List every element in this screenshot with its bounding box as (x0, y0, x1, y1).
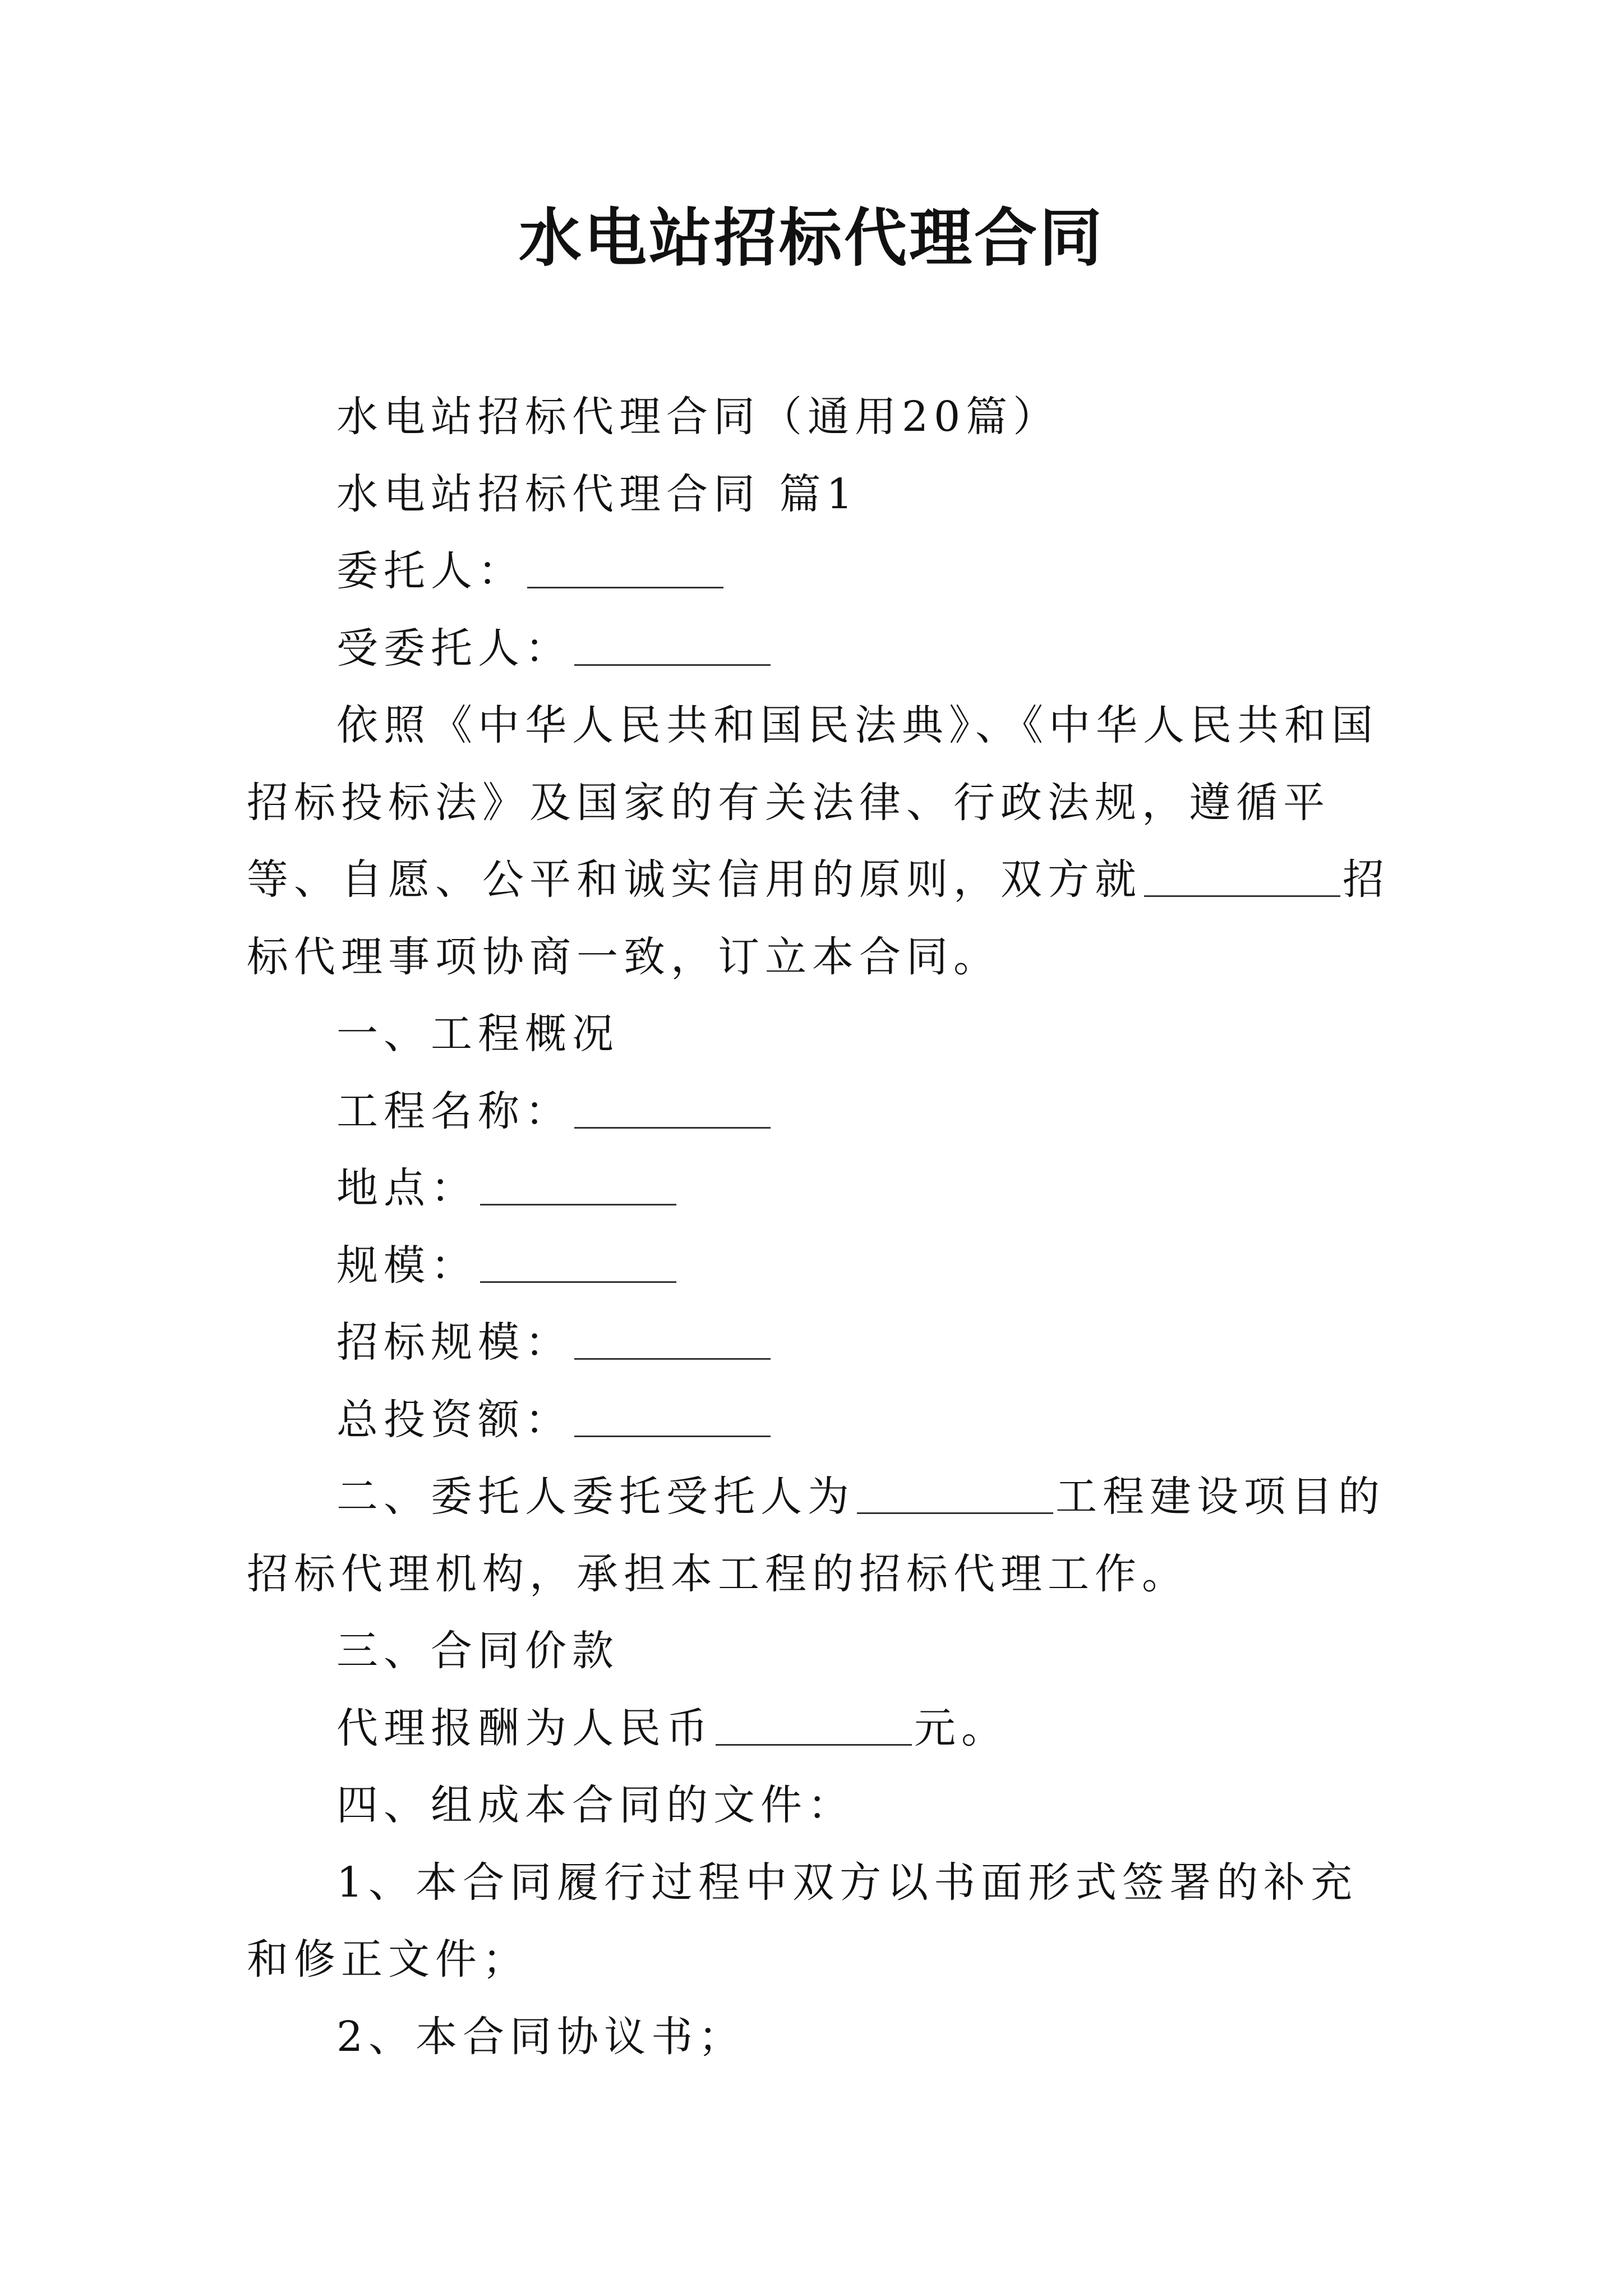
paragraph (247, 1073, 1391, 1151)
paragraph (247, 533, 1391, 610)
paragraph (247, 1690, 1391, 1768)
paragraph (247, 1227, 1391, 1305)
paragraph-text: 招标代理事项协商一致，订立本合同。 (247, 855, 1390, 981)
paragraph-text: 依照《中华人民共和国民法典》、《中华人民共和国招标投标法》及国家的有关法律、行政法规，遵循平等、自愿、公平和诚实信用的原则，双方就 (247, 701, 1378, 904)
paragraph-text: 三、合同价款 (336, 1627, 619, 1675)
paragraph (247, 379, 1391, 456)
fill-in-blank[interactable] (716, 1705, 912, 1746)
paragraph-text: 招标规模： (336, 1318, 572, 1366)
paragraph-text: 总投资额： (336, 1395, 572, 1444)
paragraph-text: 受委托人： (336, 624, 572, 673)
paragraph (247, 687, 1391, 996)
fill-in-blank[interactable] (574, 1396, 771, 1437)
paragraph-text: 水电站招标代理合同（通用20篇） (336, 393, 1061, 441)
paragraph (247, 1150, 1391, 1227)
paragraph-text: 1、本合同履行过程中双方以书面形式签署的补充和修正文件； (247, 1858, 1358, 1984)
paragraph (247, 610, 1391, 688)
paragraph-text: 二、委托人委托受托人为 (336, 1473, 855, 1521)
paragraph (247, 1844, 1391, 1999)
paragraph (247, 1767, 1391, 1844)
paragraph (247, 1382, 1391, 1459)
fill-in-blank[interactable] (574, 625, 771, 666)
fill-in-blank[interactable] (857, 1473, 1053, 1514)
fill-in-blank[interactable] (480, 1242, 676, 1283)
paragraph-text: 地点： (336, 1164, 478, 1212)
paragraph (247, 1613, 1391, 1690)
paragraph-text: 规模： (336, 1241, 478, 1290)
paragraph-text: 工程建设项目的招标代理机构，承担本工程的招标代理工作。 (247, 1473, 1385, 1598)
fill-in-blank[interactable] (527, 547, 723, 588)
paragraph-text: 四、组成本合同的文件： (336, 1781, 855, 1829)
fill-in-blank[interactable] (480, 1165, 676, 1205)
paragraph (247, 1304, 1391, 1382)
document-body (247, 379, 1391, 2076)
fill-in-blank[interactable] (574, 1088, 771, 1129)
paragraph (247, 996, 1391, 1073)
paragraph-text: 一、工程概况 (336, 1010, 619, 1058)
paragraph (247, 1999, 1391, 2076)
paragraph-text: 水电站招标代理合同 篇1 (336, 470, 859, 518)
document-title: 水电站招标代理合同 (519, 201, 1104, 275)
paragraph-text: 委托人： (336, 547, 525, 595)
paragraph-text: 2、本合同协议书； (336, 2012, 746, 2061)
paragraph-text: 工程名称： (336, 1087, 572, 1135)
paragraph-text: 元。 (914, 1704, 1008, 1752)
fill-in-blank[interactable] (1144, 856, 1340, 897)
paragraph-text: 代理报酬为人民币 (336, 1704, 713, 1752)
fill-in-blank[interactable] (574, 1319, 771, 1360)
paragraph (247, 1458, 1391, 1613)
paragraph (247, 456, 1391, 533)
